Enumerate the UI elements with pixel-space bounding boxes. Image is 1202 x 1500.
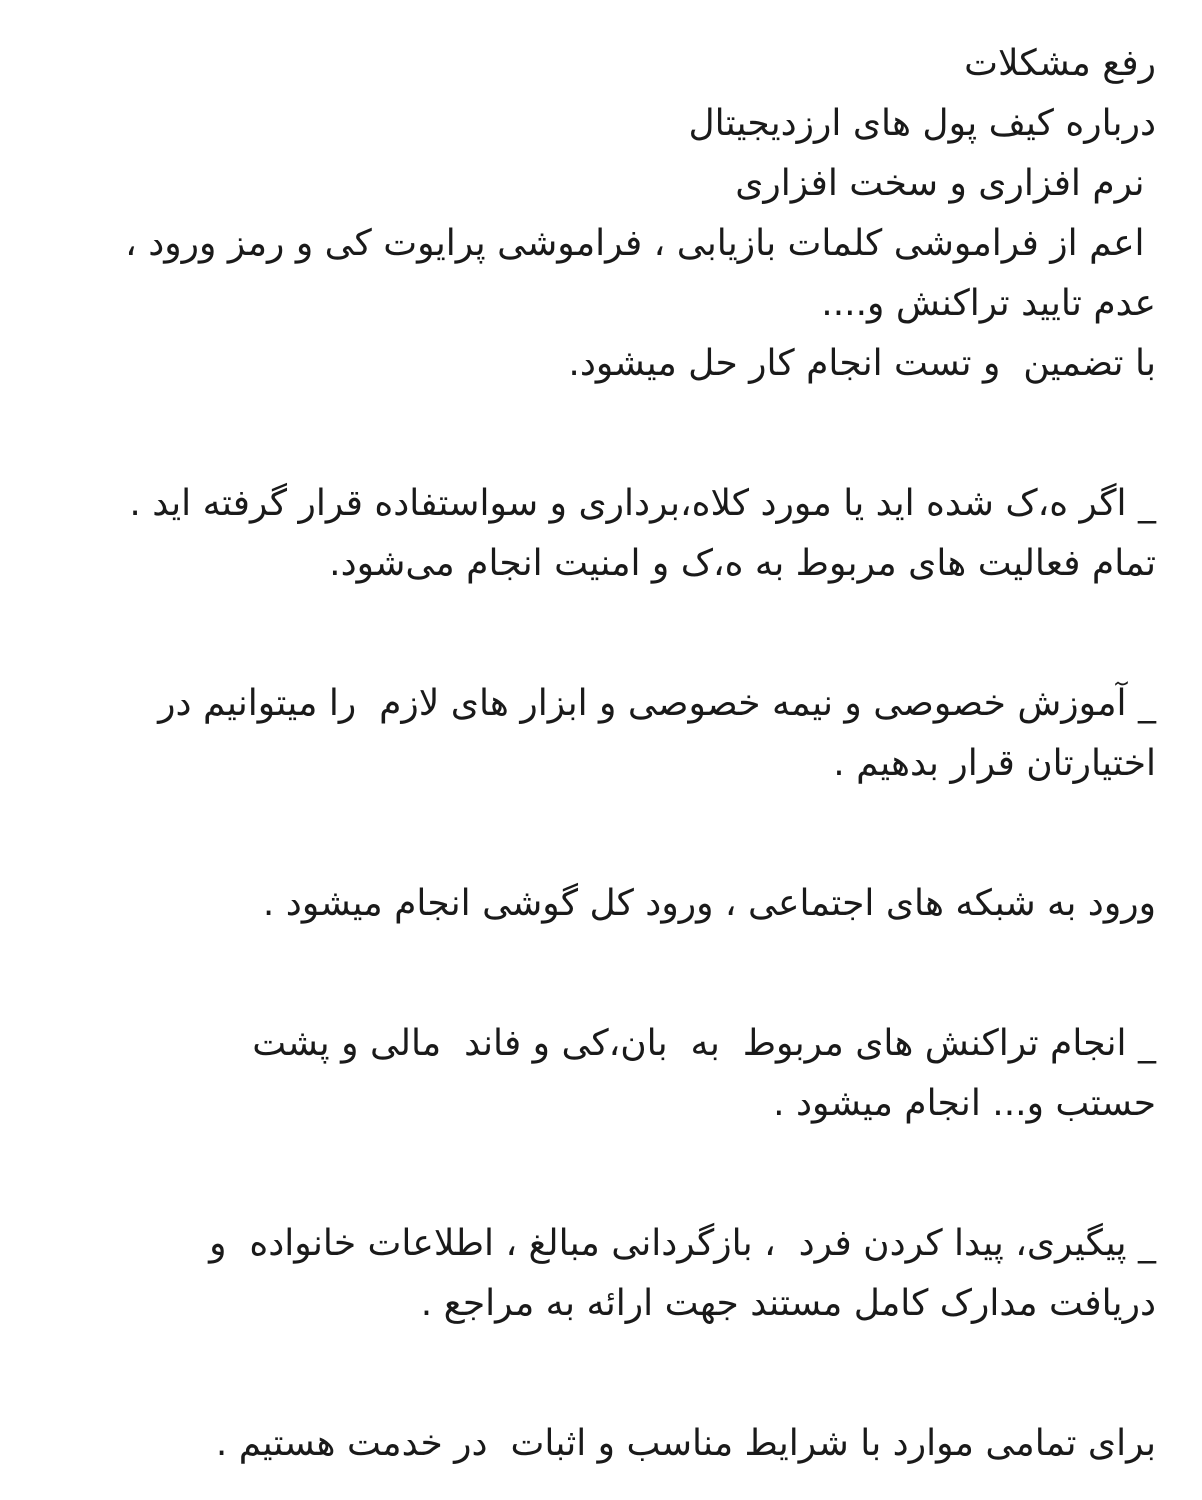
text-line: اعم از فراموشی کلمات بازیابی ، فراموشی پرایوت کی و رمز ورود ،	[125, 223, 1156, 264]
text-line: با تضمین و تست انجام کار حل میشود.	[568, 343, 1156, 384]
document-body	[40, 34, 1156, 1474]
text-line: درباره کیف پول های ارزدیجیتال	[688, 103, 1156, 144]
text-line-title: رفع مشکلات	[964, 43, 1156, 84]
text-line: حستب و... انجام میشود .	[773, 1083, 1156, 1124]
paragraph-gap	[40, 594, 1156, 674]
paragraph-gap	[40, 934, 1156, 1014]
text-line: _ پیگیری، پیدا کردن فرد ، بازگردانی مبالغ ، اطلاعات خانواده و	[209, 1223, 1156, 1264]
text-line: _ آموزش خصوصی و نیمه خصوصی و ابزار های لازم را میتوانیم در	[158, 683, 1156, 724]
paragraph-gap	[40, 394, 1156, 474]
text-line: ورود به شبکه های اجتماعی ، ورود کل گوشی انجام میشود .	[262, 883, 1156, 924]
text-line: تمام فعالیت های مربوط به ه،ک و امنیت انجام می‌شود.	[329, 543, 1156, 584]
text-line: دریافت مدارک کامل مستند جهت ارائه به مراجع .	[420, 1283, 1156, 1324]
paragraph-gap	[40, 794, 1156, 874]
paragraph-gap	[40, 1334, 1156, 1414]
paragraph-gap	[40, 1134, 1156, 1214]
text-line: برای تمامی موارد با شرایط مناسب و اثبات در خدمت هستیم .	[215, 1423, 1156, 1464]
text-line: _ اگر ه،ک شده اید یا مورد کلاه،برداری و سواستفاده قرار گرفته اید .	[129, 483, 1156, 524]
text-line: نرم افزاری و سخت افزاری	[735, 163, 1156, 204]
text-line: _ انجام تراکنش های مربوط به بان،کی و فاند مالی و پشت	[252, 1023, 1156, 1064]
text-line: عدم تایید تراکنش و....	[821, 283, 1156, 324]
text-line: اختیارتان قرار بدهیم .	[833, 743, 1156, 784]
